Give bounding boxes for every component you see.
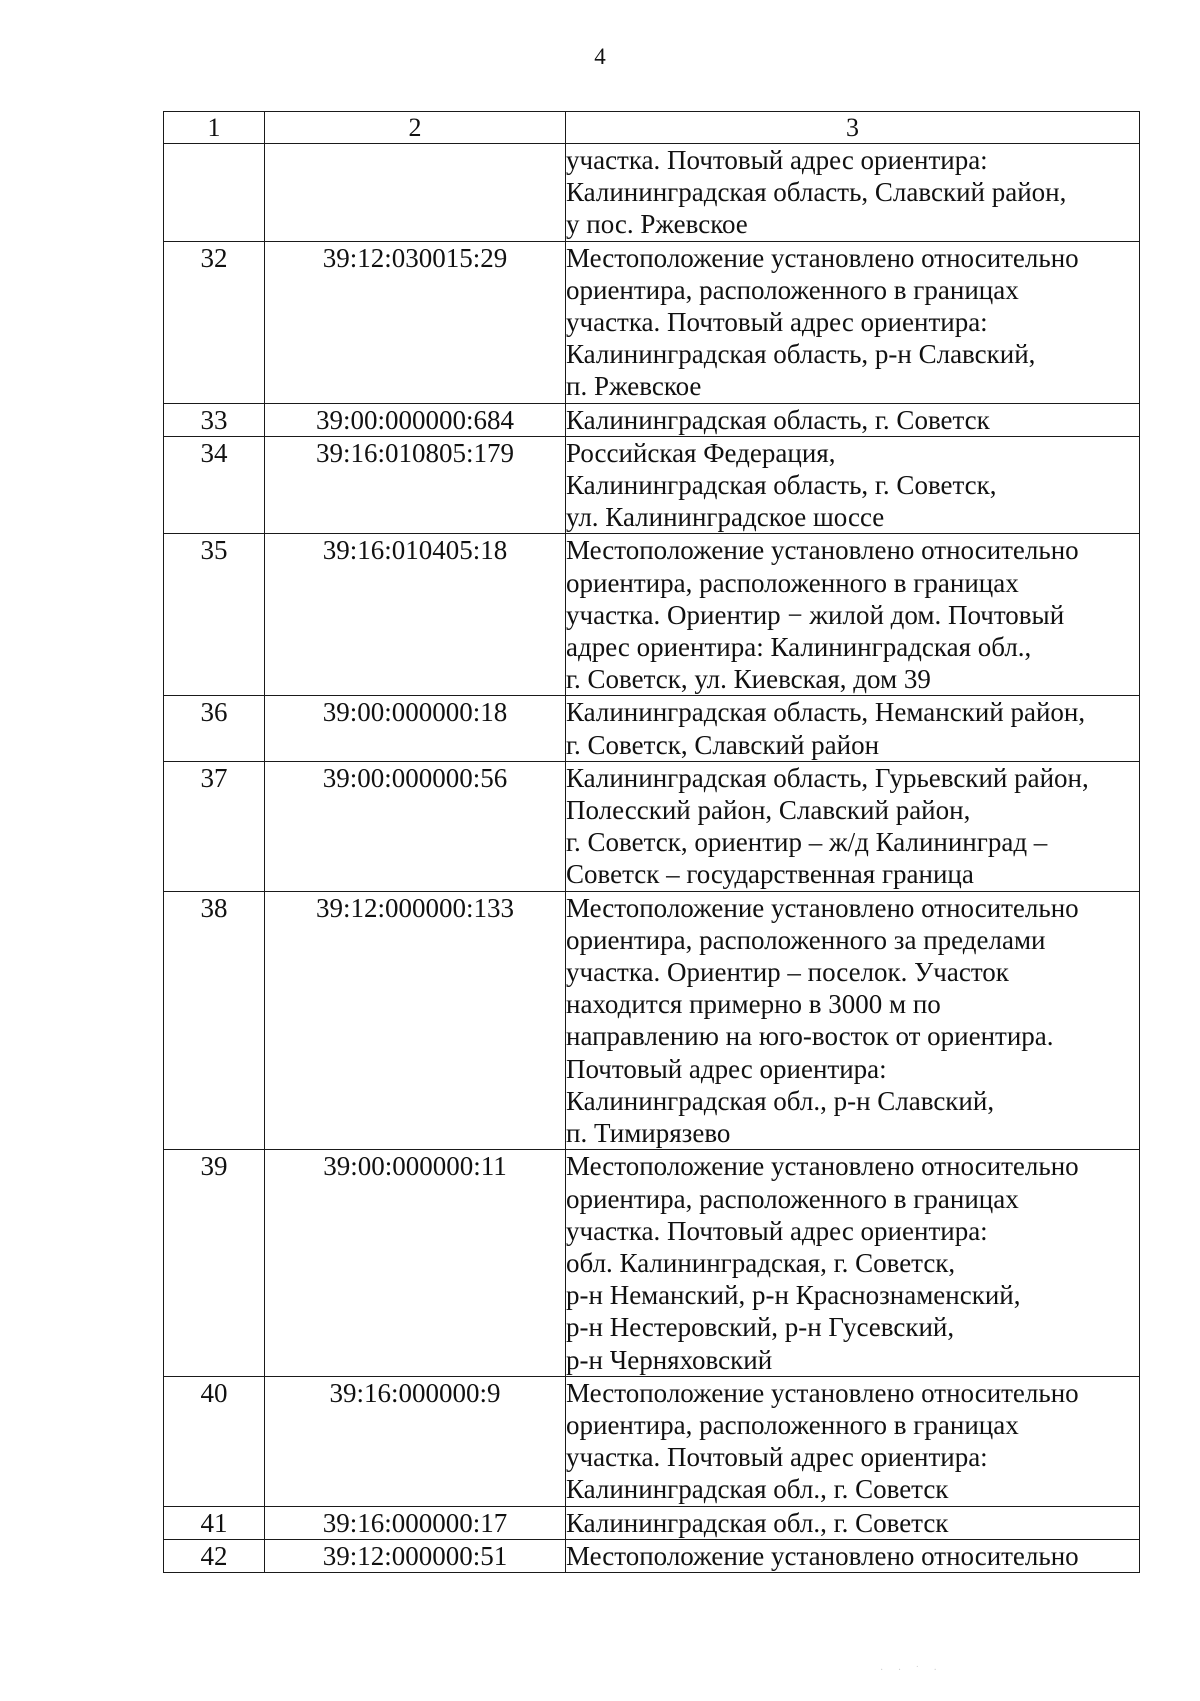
cadastral-number bbox=[265, 144, 566, 242]
address-line: участка. Почтовый адрес ориентира: bbox=[566, 1215, 988, 1246]
cadastral-number: 39:12:000000:133 bbox=[265, 891, 566, 1150]
row-number: 38 bbox=[164, 891, 265, 1150]
address-line: Полесский район, Славский район, bbox=[566, 795, 971, 826]
address-line: г. Советск, Славский район bbox=[566, 729, 880, 760]
address-cell bbox=[566, 1376, 1140, 1506]
address-line: Российская Федерация, bbox=[566, 437, 836, 468]
land-plots-table bbox=[163, 111, 1140, 1573]
cadastral-number: 39:00:000000:18 bbox=[265, 696, 566, 761]
table-row bbox=[164, 1506, 1140, 1539]
address-cell bbox=[566, 534, 1140, 696]
address-cell bbox=[566, 436, 1140, 534]
row-number: 32 bbox=[164, 241, 265, 403]
table-header bbox=[164, 112, 1140, 144]
address-line: ориентира, расположенного за пределами bbox=[566, 924, 1046, 955]
address-line: ориентира, расположенного в границах bbox=[566, 274, 1019, 305]
address-line: Калининградская область, р-н Славский, bbox=[566, 339, 1036, 370]
address-cell bbox=[566, 241, 1140, 403]
cadastral-number: 39:16:010805:179 bbox=[265, 436, 566, 534]
address-line: участка. Ориентир – поселок. Участок bbox=[566, 957, 1009, 988]
row-number: 41 bbox=[164, 1506, 265, 1539]
address-line: Местоположение установлено относительно bbox=[566, 1377, 1079, 1408]
row-number bbox=[164, 144, 265, 242]
address-line: Калининградская область, г. Советск, bbox=[566, 470, 997, 501]
address-cell bbox=[566, 696, 1140, 761]
address-line: Местоположение установлено относительно bbox=[566, 535, 1079, 566]
address-line: р-н Черняховский bbox=[566, 1344, 773, 1375]
table-row bbox=[164, 534, 1140, 696]
row-number: 42 bbox=[164, 1539, 265, 1572]
address-line: Калининградская область, Гурьевский район, bbox=[566, 762, 1089, 793]
table-row bbox=[164, 144, 1140, 242]
cadastral-number: 39:00:000000:11 bbox=[265, 1150, 566, 1376]
address-line: г. Советск, ул. Киевская, дом 39 bbox=[566, 664, 931, 695]
address-line: Калининградская обл., г. Советск bbox=[566, 1507, 949, 1538]
address-line: адрес ориентира: Калининградская обл., bbox=[566, 632, 1032, 663]
table-row bbox=[164, 1376, 1140, 1506]
address-cell bbox=[566, 403, 1140, 436]
address-line: г. Советск, ориентир – ж/д Калининград – bbox=[566, 827, 1048, 858]
column-header-number: 1 bbox=[164, 112, 265, 144]
address-line: участка. Почтовый адрес ориентира: bbox=[566, 1442, 988, 1473]
address-line: Калининградская область, г. Советск bbox=[566, 404, 990, 435]
address-line: Калининградская область, Славский район, bbox=[566, 177, 1067, 208]
table-row bbox=[164, 761, 1140, 891]
address-line: Почтовый адрес ориентира: bbox=[566, 1053, 887, 1084]
row-number: 33 bbox=[164, 403, 265, 436]
table-row bbox=[164, 891, 1140, 1150]
cadastral-number: 39:00:000000:684 bbox=[265, 403, 566, 436]
table-row bbox=[164, 436, 1140, 534]
address-line: п. Ржевское bbox=[566, 371, 702, 402]
address-cell bbox=[566, 1150, 1140, 1376]
cadastral-number: 39:16:000000:17 bbox=[265, 1506, 566, 1539]
row-number: 37 bbox=[164, 761, 265, 891]
address-line: обл. Калининградская, г. Советск, bbox=[566, 1247, 956, 1278]
address-line: ул. Калининградское шоссе bbox=[566, 502, 885, 533]
address-line: р-н Неманский, р-н Краснознаменский, bbox=[566, 1280, 1021, 1311]
column-header-cadastral: 2 bbox=[265, 112, 566, 144]
row-number: 35 bbox=[164, 534, 265, 696]
address-line: участка. Почтовый адрес ориентира: bbox=[566, 145, 988, 175]
table-row bbox=[164, 696, 1140, 761]
address-line: у пос. Ржевское bbox=[566, 209, 748, 240]
address-line: ориентира, расположенного в границах bbox=[566, 1409, 1019, 1440]
address-line: п. Тимирязево bbox=[566, 1118, 731, 1149]
cadastral-number: 39:12:030015:29 bbox=[265, 241, 566, 403]
column-header-address: 3 bbox=[566, 112, 1140, 144]
cadastral-number: 39:16:000000:9 bbox=[265, 1376, 566, 1506]
address-line: Советск – государственная граница bbox=[566, 859, 974, 890]
cadastral-number: 39:00:000000:56 bbox=[265, 761, 566, 891]
address-line: Местоположение установлено относительно bbox=[566, 242, 1079, 273]
header-row bbox=[164, 112, 1140, 144]
row-number: 36 bbox=[164, 696, 265, 761]
row-number: 39 bbox=[164, 1150, 265, 1376]
scan-artifact: · · ˙ · bbox=[880, 1665, 943, 1676]
address-line: ориентира, расположенного в границах bbox=[566, 1183, 1019, 1214]
address-line: находится примерно в 3000 м по bbox=[566, 989, 941, 1020]
row-number: 40 bbox=[164, 1376, 265, 1506]
address-line: Местоположение установлено относительно bbox=[566, 1540, 1079, 1571]
cadastral-number: 39:12:000000:51 bbox=[265, 1539, 566, 1572]
address-line: Калининградская обл., г. Советск bbox=[566, 1474, 949, 1505]
address-line: Калининградская обл., р-н Славский, bbox=[566, 1085, 995, 1116]
page-number: 4 bbox=[594, 44, 606, 69]
table-body bbox=[164, 144, 1140, 1573]
table-row bbox=[164, 1539, 1140, 1572]
table-row bbox=[164, 403, 1140, 436]
address-cell bbox=[566, 761, 1140, 891]
address-line: участка. Ориентир − жилой дом. Почтовый bbox=[566, 599, 1065, 630]
address-line: направлению на юго-восток от ориентира. bbox=[566, 1021, 1054, 1052]
address-cell bbox=[566, 144, 1140, 242]
table-row bbox=[164, 1150, 1140, 1376]
table-row bbox=[164, 241, 1140, 403]
address-line: р-н Нестеровский, р-н Гусевский, bbox=[566, 1312, 955, 1343]
cadastral-number: 39:16:010405:18 bbox=[265, 534, 566, 696]
address-cell bbox=[566, 1539, 1140, 1572]
address-cell bbox=[566, 891, 1140, 1150]
address-cell bbox=[566, 1506, 1140, 1539]
address-line: участка. Почтовый адрес ориентира: bbox=[566, 307, 988, 338]
address-line: Калининградская область, Неманский район, bbox=[566, 697, 1086, 728]
address-line: Местоположение установлено относительно bbox=[566, 892, 1079, 923]
row-number: 34 bbox=[164, 436, 265, 534]
address-line: Местоположение установлено относительно bbox=[566, 1151, 1079, 1182]
address-line: ориентира, расположенного в границах bbox=[566, 567, 1019, 598]
